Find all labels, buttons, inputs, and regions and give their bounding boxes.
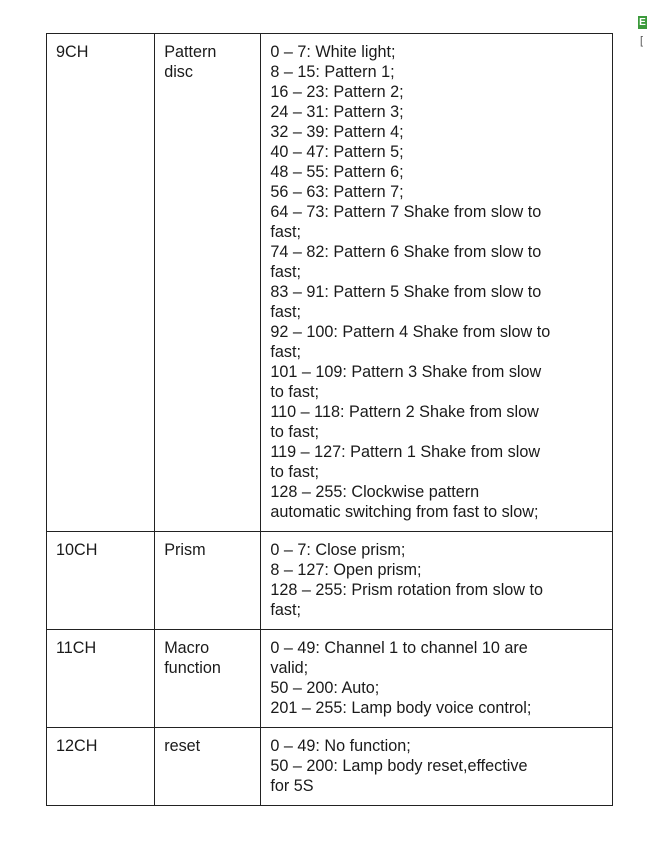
table-row	[47, 532, 613, 630]
description-line: to fast;	[270, 423, 319, 441]
description-line: fast;	[270, 223, 301, 241]
function-name-cell	[155, 532, 261, 630]
channel-cell	[47, 532, 155, 630]
description-line: 74 – 82: Pattern 6 Shake from slow to	[270, 243, 542, 261]
description-line: 201 – 255: Lamp body voice control;	[270, 699, 532, 717]
description-line: 119 – 127: Pattern 1 Shake from slow	[270, 443, 541, 461]
description-line: automatic switching from fast to slow;	[270, 503, 539, 521]
description-line: 50 – 200: Auto;	[270, 679, 380, 697]
channel-label: 10CH	[56, 541, 98, 559]
description-line: 110 – 118: Pattern 2 Shake from slow	[270, 403, 539, 421]
channel-label: 9CH	[56, 43, 89, 61]
channel-cell	[47, 34, 155, 532]
description-line: 40 – 47: Pattern 5;	[270, 143, 404, 161]
description-line: valid;	[270, 659, 309, 677]
function-name-cell	[155, 630, 261, 728]
description-line: fast;	[270, 601, 301, 619]
description-line: to fast;	[270, 383, 319, 401]
description-line: 48 – 55: Pattern 6;	[270, 163, 404, 181]
function-name-line: Pattern	[164, 43, 217, 61]
description-line: to fast;	[270, 463, 319, 481]
description-line: 56 – 63: Pattern 7;	[270, 183, 404, 201]
description-line: 50 – 200: Lamp body reset,effective	[270, 757, 528, 775]
description-line: 0 – 49: Channel 1 to channel 10 are	[270, 639, 528, 657]
description-cell	[261, 34, 613, 532]
description-cell	[261, 728, 613, 806]
table-row	[47, 34, 613, 532]
description-line: for 5S	[270, 777, 314, 795]
function-name-line: Macro	[164, 639, 210, 657]
description-line: 32 – 39: Pattern 4;	[270, 123, 404, 141]
description-line: 8 – 127: Open prism;	[270, 561, 422, 579]
description-line: 0 – 49: No function;	[270, 737, 411, 755]
description-line: 128 – 255: Prism rotation from slow to	[270, 581, 543, 599]
description-line: 0 – 7: White light;	[270, 43, 396, 61]
function-name-cell	[155, 728, 261, 806]
description-line: 128 – 255: Clockwise pattern	[270, 483, 480, 501]
description-line: 24 – 31: Pattern 3;	[270, 103, 404, 121]
channel-table	[46, 33, 613, 806]
function-name-cell	[155, 34, 261, 532]
corner-badge: E	[639, 17, 646, 28]
corner-mark: [	[640, 36, 644, 47]
function-name-line: Prism	[164, 541, 206, 559]
description-line: fast;	[270, 343, 301, 361]
description-cell	[261, 630, 613, 728]
channel-cell	[47, 630, 155, 728]
function-name-line: function	[164, 659, 221, 677]
description-cell	[261, 532, 613, 630]
table-row	[47, 630, 613, 728]
description-line: 92 – 100: Pattern 4 Shake from slow to	[270, 323, 551, 341]
channel-cell	[47, 728, 155, 806]
description-line: 16 – 23: Pattern 2;	[270, 83, 404, 101]
description-line: 0 – 7: Close prism;	[270, 541, 406, 559]
function-name-line: disc	[164, 63, 193, 81]
table-row	[47, 728, 613, 806]
description-line: fast;	[270, 303, 301, 321]
channel-label: 12CH	[56, 737, 98, 755]
description-line: 8 – 15: Pattern 1;	[270, 63, 395, 81]
description-line: 83 – 91: Pattern 5 Shake from slow to	[270, 283, 542, 301]
description-line: fast;	[270, 263, 301, 281]
description-line: 64 – 73: Pattern 7 Shake from slow to	[270, 203, 542, 221]
function-name-line: reset	[164, 737, 201, 755]
description-line: 101 – 109: Pattern 3 Shake from slow	[270, 363, 542, 381]
channel-label: 11CH	[56, 639, 97, 657]
